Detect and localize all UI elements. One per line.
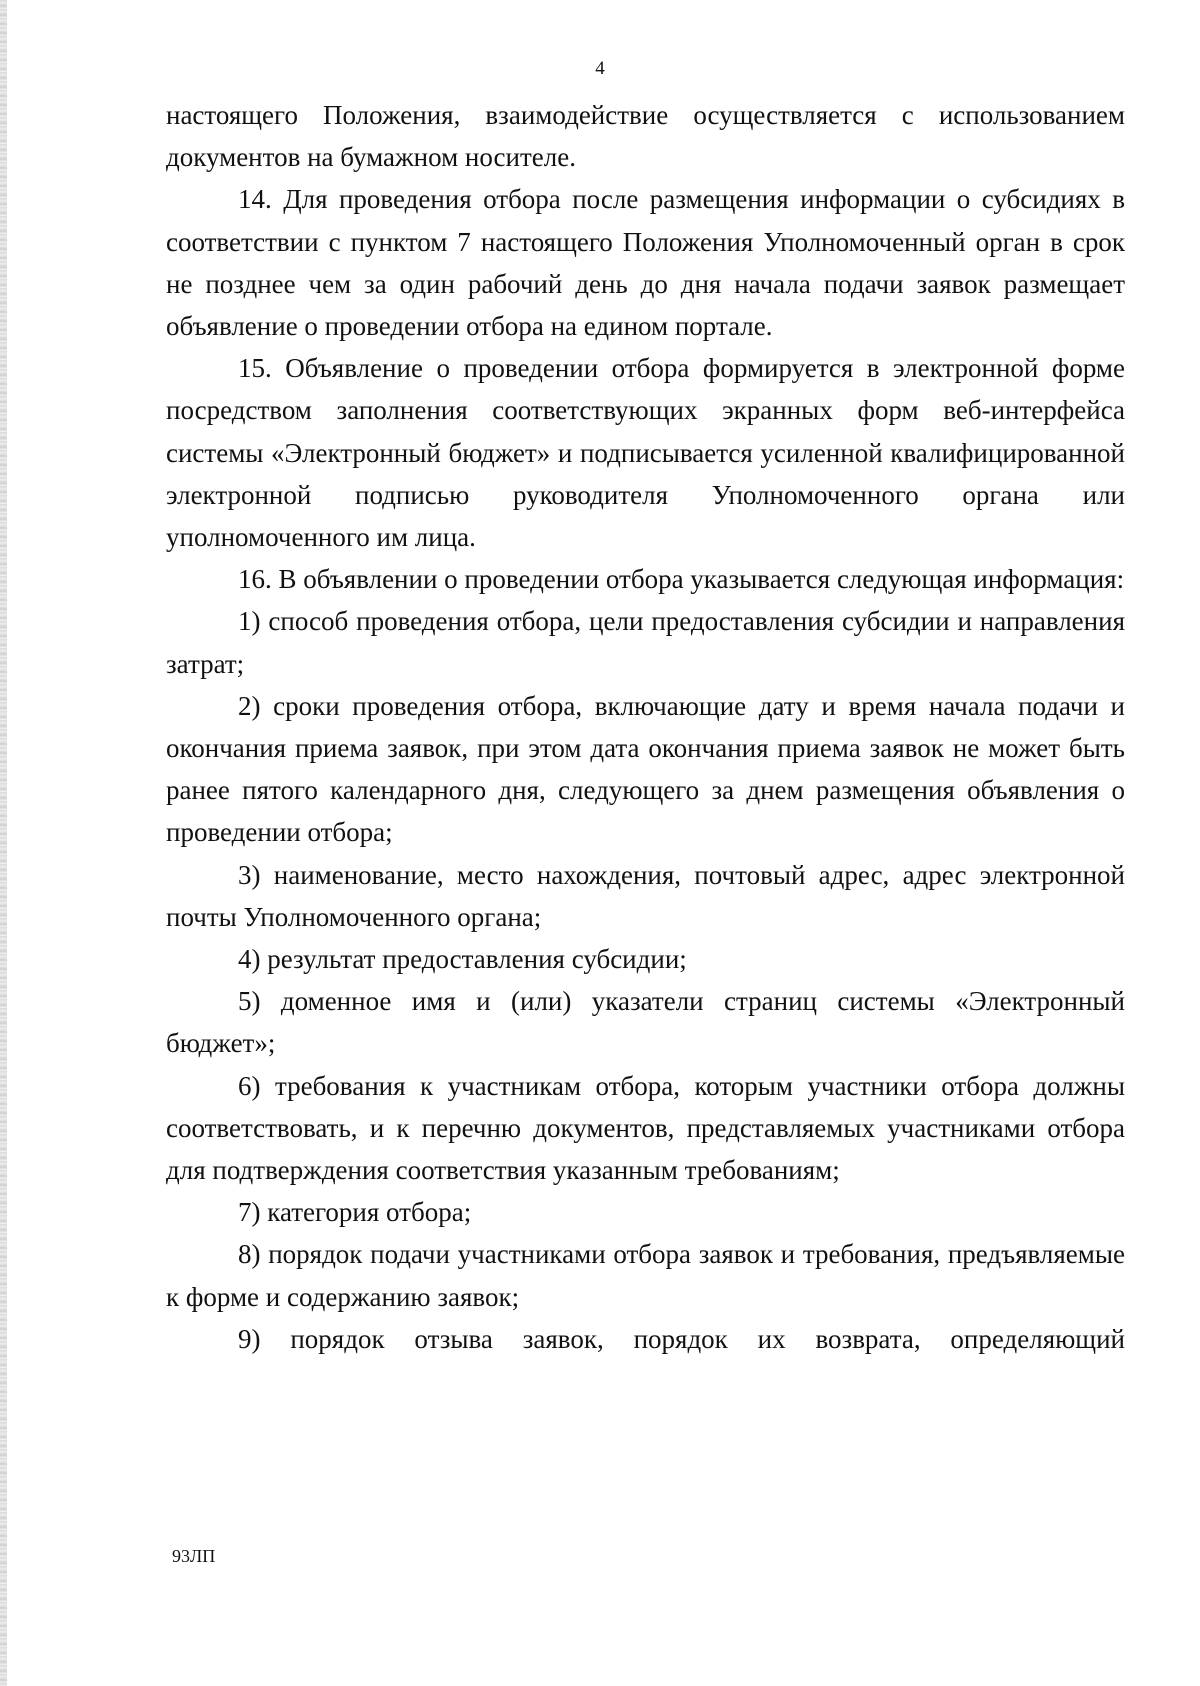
list-item-9: 9) порядок отзыва заявок, порядок их возврата, определяющий	[238, 1323, 1125, 1354]
paragraph-15: 15. Объявление о проведении отбора формируется в электронной форме посредством заполнения соответствующих экранных форм веб-интерфейса системы «Электронный бюджет» и подписывается усиленной квалифицированной электронной подписью руководителя Уполномоченного органа или уполномоченного им лица.	[166, 353, 1125, 553]
scan-edge	[0, 0, 7, 1686]
paragraph-16: 16. В объявлении о проведении отбора указывается следующая информация:	[238, 564, 1125, 595]
document-body	[166, 94, 1125, 1360]
list-item-1: 1) способ проведения отбора, цели предоставления субсидии и направления затрат;	[166, 606, 1125, 679]
list-item-7: 7) категория отбора;	[238, 1197, 472, 1228]
list-item-8: 8) порядок подачи участниками отбора заявок и требования, предъявляемые к форме и содержанию заявок;	[166, 1239, 1125, 1312]
list-item-5: 5) доменное имя и (или) указатели страниц системы «Электронный бюджет»;	[166, 986, 1125, 1059]
list-item-4: 4) результат предоставления субсидии;	[238, 944, 687, 975]
page-number: 4	[595, 58, 605, 79]
list-item-3: 3) наименование, место нахождения, почтовый адрес, адрес электронной почты Уполномоченного органа;	[166, 859, 1125, 932]
paragraph-14: 14. Для проведения отбора после размещения информации о субсидиях в соответствии с пунктом 7 настоящего Положения Уполномоченный орган в срок не позднее чем за один рабочий день до дня начала подачи заявок размещает объявление о проведении отбора на едином портале.	[166, 184, 1125, 342]
footer-code: 93ЛП	[172, 1546, 216, 1566]
paragraph-continuation: настоящего Положения, взаимодействие осуществляется с использованием документов на бумажном носителе.	[166, 100, 1125, 173]
list-item-6: 6) требования к участникам отбора, которым участники отбора должны соответствовать, и к перечню документов, представляемых участниками отбора для подтверждения соответствия указанным требованиям;	[166, 1070, 1125, 1186]
list-item-2: 2) сроки проведения отбора, включающие дату и время начала подачи и окончания приема заявок, при этом дата окончания приема заявок не может быть ранее пятого календарного дня, следующего за днем размещения объявления о проведении отбора;	[166, 690, 1125, 848]
